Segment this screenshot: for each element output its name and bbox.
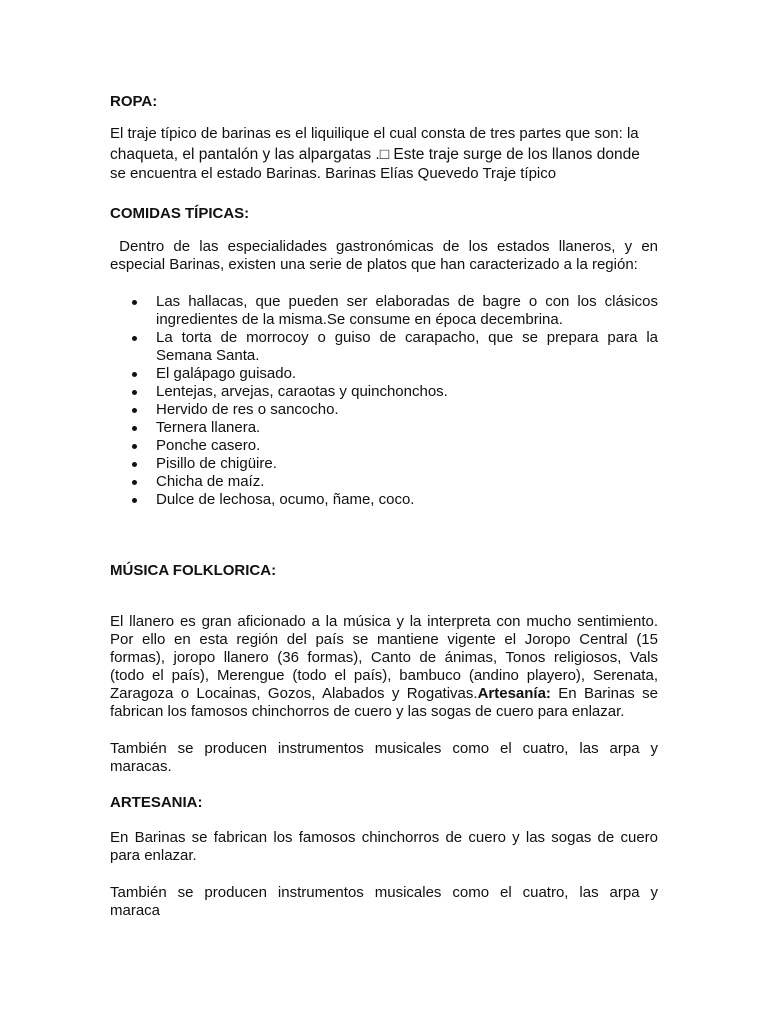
artesania-line: En Barinas se fabrican los famosos chinchorros de cuero y las sogas de cuero [110,829,658,846]
list-item [110,365,658,383]
section-heading-musica: MÚSICA FOLKLORICA: [110,562,277,579]
comidas-intro-paragraph [110,238,658,274]
bullet-icon [132,336,137,341]
list-item-text: Hervido de res o sancocho. [156,401,339,418]
ropa-paragraph [110,125,658,183]
list-item-text: Las hallacas, que pueden ser elaboradas de bagre o con los clásicos [156,293,658,310]
section-heading-artesania: ARTESANIA: [110,794,203,811]
list-item [110,437,658,455]
list-item [110,455,658,473]
artesania-line: maraca [110,902,161,919]
artesania-inline-label: Artesanía: [477,685,551,702]
list-item [110,383,658,401]
list-item [110,401,658,419]
musica-paragraph-2 [110,740,658,776]
list-item-text: Lentejas, arvejas, caraotas y quinchonchos. [156,383,448,400]
comidas-intro-line: especial Barinas, existen una serie de platos que han caracterizado a la región: [110,256,638,273]
ropa-line: chaqueta, el pantalón y las alpargatas .□ Este traje surge de los llanos donde [110,146,640,163]
list-item-text: Pisillo de chigüire. [156,455,277,472]
section-heading-ropa: ROPA: [110,93,158,110]
bullet-icon [132,372,137,377]
bullet-icon [132,480,137,485]
musica-line: Por ello en esta región del país se mantiene vigente el Joropo Central (15 [110,631,658,648]
list-item [110,491,658,509]
section-heading-comidas: COMIDAS TÍPICAS: [110,205,250,222]
musica-text: Zaragoza o Locainas, Gozos, Alabados y Rogativas. [110,685,478,702]
ropa-line: se encuentra el estado Barinas. Barinas Elías Quevedo Traje típico [110,165,557,182]
bullet-icon [132,408,137,413]
musica-line: maracas. [110,758,172,775]
artesania-paragraph [110,829,658,865]
bullet-icon [132,300,137,305]
artesania-line: También se producen instrumentos musicales como el cuatro, las arpa y [110,884,658,901]
musica-line: fabrican los famosos chinchorros de cuero y las sogas de cuero para enlazar. [110,703,625,720]
list-item-text: Semana Santa. [156,347,260,364]
comidas-list [110,293,658,509]
list-item-text: Dulce de lechosa, ocumo, ñame, coco. [156,491,415,508]
list-item [110,329,658,365]
bullet-icon [132,498,137,503]
list-item-text: ingredientes de la misma.Se consume en época decembrina. [156,311,563,328]
musica-line: El llanero es gran aficionado a la música y la interpreta con mucho sentimiento. [110,613,658,630]
ropa-line: El traje típico de barinas es el liquilique el cual consta de tres partes que son: la [110,125,639,142]
list-item-text: Chicha de maíz. [156,473,265,490]
musica-paragraph [110,613,658,721]
artesania-paragraph-2 [110,884,658,920]
artesania-line: para enlazar. [110,847,197,864]
list-item [110,473,658,491]
list-item-text: Ponche casero. [156,437,261,454]
bullet-icon [132,426,137,431]
list-item-text: El galápago guisado. [156,365,297,382]
bullet-icon [132,462,137,467]
list-item [110,293,658,329]
list-item-text: Ternera llanera. [156,419,261,436]
list-item [110,419,658,437]
musica-text: En Barinas se [550,685,658,702]
musica-line: También se producen instrumentos musicales como el cuatro, las arpa y [110,740,658,757]
musica-line: (todo el país), Merengue (todo el país), bambuco (andino playero), Serenata, [110,667,658,684]
musica-line: formas), joropo llanero (36 formas), Canto de ánimas, Tonos religiosos, Vals [110,649,658,666]
bullet-icon [132,444,137,449]
musica-line [110,685,658,703]
list-item-text: La torta de morrocoy o guiso de carapacho, que se prepara para la [156,329,658,346]
bullet-icon [132,390,137,395]
comidas-intro-line: Dentro de las especialidades gastronómicas de los estados llaneros, y en [110,238,658,255]
